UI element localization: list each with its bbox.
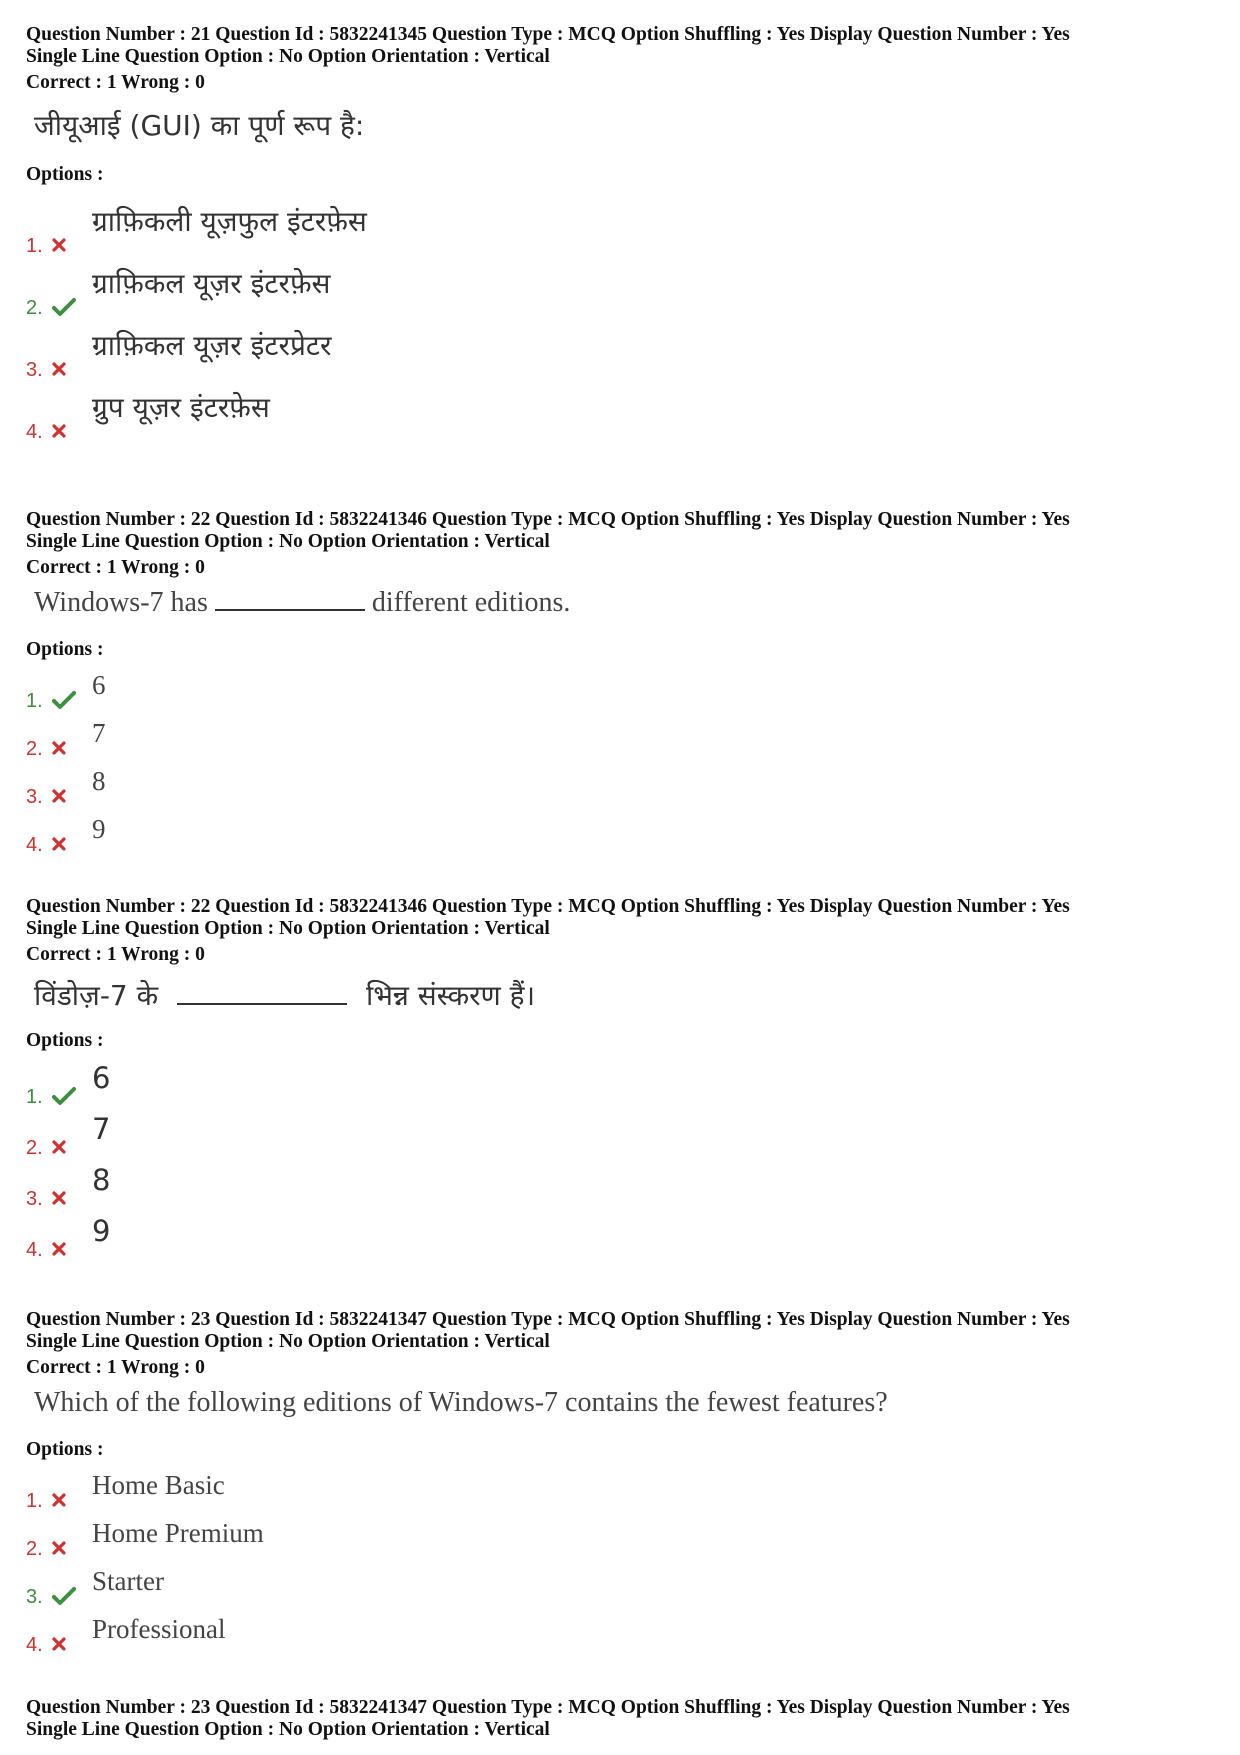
option-text: 7 <box>92 1112 111 1146</box>
option-item[interactable] <box>26 1058 1070 1109</box>
question-meta-line2: Single Line Question Option : No Option Orientation : Vertical <box>26 531 550 552</box>
option-text: 9 <box>92 1214 111 1248</box>
check-icon <box>52 1083 92 1109</box>
score-line: Correct : 1 Wrong : 0 <box>26 944 205 965</box>
question-stem: Which of the following editions of Windows-7 contains the fewest features? <box>34 1387 888 1418</box>
option-text: Home Basic <box>92 1470 225 1500</box>
option-item[interactable] <box>26 258 1216 320</box>
option-item[interactable] <box>26 1465 1070 1513</box>
question-meta-line1: Question Number : 21 Question Id : 5832241345 Question Type : MCQ Option Shuffling : Yes Display Question Number : Yes <box>26 24 1070 45</box>
options-list <box>26 665 1070 857</box>
wrong-icon <box>52 1134 92 1160</box>
wrong-icon <box>52 1535 92 1561</box>
option-text: ग्राफ़िकली यूज़फुल इंटरफ़ेस <box>92 205 367 238</box>
option-number: 4. <box>26 1239 43 1261</box>
option-item[interactable] <box>26 761 1070 809</box>
option-number: 4. <box>26 421 43 443</box>
wrong-icon <box>52 1236 92 1262</box>
option-text: 8 <box>92 766 106 796</box>
option-item[interactable] <box>26 1513 1070 1561</box>
wrong-icon <box>52 783 92 809</box>
option-number: 3. <box>26 1586 43 1608</box>
option-number: 1. <box>26 235 43 257</box>
wrong-icon <box>52 735 92 761</box>
score-line: Correct : 1 Wrong : 0 <box>26 72 205 93</box>
question-meta-line1: Question Number : 22 Question Id : 5832241346 Question Type : MCQ Option Shuffling : Yes Display Question Number : Yes <box>26 896 1070 917</box>
option-item[interactable] <box>26 1561 1070 1609</box>
options-label: Options : <box>26 639 104 660</box>
option-item[interactable] <box>26 1609 1070 1657</box>
option-number: 2. <box>26 1137 43 1159</box>
option-number: 1. <box>26 1086 43 1108</box>
option-text: Starter <box>92 1566 164 1596</box>
option-item[interactable] <box>26 196 1216 258</box>
option-number: 2. <box>26 297 43 319</box>
question-meta-line2: Single Line Question Option : No Option Orientation : Vertical <box>26 46 550 67</box>
question-meta-line2: Single Line Question Option : No Option Orientation : Vertical <box>26 918 550 939</box>
question-meta-line1: Question Number : 23 Question Id : 5832241347 Question Type : MCQ Option Shuffling : Yes Display Question Number : Yes <box>26 1697 1070 1718</box>
stem-text-after: different editions. <box>371 587 571 618</box>
question-block <box>26 1309 1070 1689</box>
stem-text-before: विंडोज़-7 के <box>34 979 159 1012</box>
score-line: Correct : 1 Wrong : 0 <box>26 557 205 578</box>
option-item[interactable] <box>26 713 1070 761</box>
wrong-icon <box>52 1185 92 1211</box>
question-meta-line2: Single Line Question Option : No Option Orientation : Vertical <box>26 1331 550 1352</box>
wrong-icon <box>52 831 92 857</box>
question-block <box>26 509 1070 856</box>
option-number: 3. <box>26 359 43 381</box>
stem-text-after: भिन्न संस्करण हैं। <box>365 979 536 1012</box>
option-text: Home Premium <box>92 1518 264 1548</box>
option-item[interactable] <box>26 1160 1070 1211</box>
option-item[interactable] <box>26 382 1216 444</box>
option-item[interactable] <box>26 665 1070 713</box>
option-number: 1. <box>26 690 43 712</box>
score-line: Correct : 1 Wrong : 0 <box>26 1357 205 1378</box>
option-number: 4. <box>26 834 43 856</box>
question-meta-line1: Question Number : 22 Question Id : 5832241346 Question Type : MCQ Option Shuffling : Yes Display Question Number : Yes <box>26 509 1070 530</box>
check-icon <box>52 294 92 320</box>
option-text: 6 <box>92 670 106 700</box>
option-number: 4. <box>26 1634 43 1656</box>
check-icon <box>52 1583 92 1609</box>
option-item[interactable] <box>26 1211 1070 1262</box>
option-number: 2. <box>26 738 43 760</box>
option-text: ग्राफ़िकल यूज़र इंटरफ़ेस <box>92 267 331 300</box>
option-item[interactable] <box>26 809 1070 857</box>
wrong-icon <box>52 356 92 382</box>
option-item[interactable] <box>26 320 1216 382</box>
option-text: 8 <box>92 1163 111 1197</box>
answer-blank <box>215 609 365 611</box>
option-text: ग्रुप यूज़र इंटरफ़ेस <box>92 391 270 424</box>
options-label: Options : <box>26 1030 104 1051</box>
option-item[interactable] <box>26 1109 1070 1160</box>
option-text: ग्राफ़िकल यूज़र इंटरप्रेटर <box>92 329 332 362</box>
options-list <box>26 1058 1070 1262</box>
option-number: 3. <box>26 1188 43 1210</box>
wrong-icon <box>52 1487 92 1513</box>
option-number: 2. <box>26 1538 43 1560</box>
question-paper <box>26 24 1216 1740</box>
wrong-icon <box>52 1631 92 1657</box>
answer-blank <box>177 1003 347 1005</box>
question-stem <box>34 976 1070 1016</box>
question-meta-line1: Question Number : 23 Question Id : 5832241347 Question Type : MCQ Option Shuffling : Yes Display Question Number : Yes <box>26 1309 1070 1330</box>
question-stem <box>34 587 1070 621</box>
stem-text-before: Windows-7 has <box>34 587 208 618</box>
options-label: Options : <box>26 1439 104 1460</box>
question-stem: जीयूआई (GUI) का पूर्ण रूप है: <box>34 109 365 142</box>
wrong-icon <box>52 418 92 444</box>
option-text: 7 <box>92 718 106 748</box>
option-text: 6 <box>92 1061 111 1095</box>
question-block <box>26 1697 1070 1741</box>
option-text: Professional <box>92 1614 226 1644</box>
wrong-icon <box>52 232 92 258</box>
options-label: Options : <box>26 164 104 185</box>
options-list <box>26 196 1216 444</box>
question-block <box>26 24 1216 444</box>
option-text: 9 <box>92 814 106 844</box>
options-list <box>26 1465 1070 1657</box>
question-block <box>26 896 1070 1276</box>
check-icon <box>52 687 92 713</box>
option-number: 3. <box>26 786 43 808</box>
option-number: 1. <box>26 1490 43 1512</box>
question-meta-line2: Single Line Question Option : No Option Orientation : Vertical <box>26 1719 550 1740</box>
